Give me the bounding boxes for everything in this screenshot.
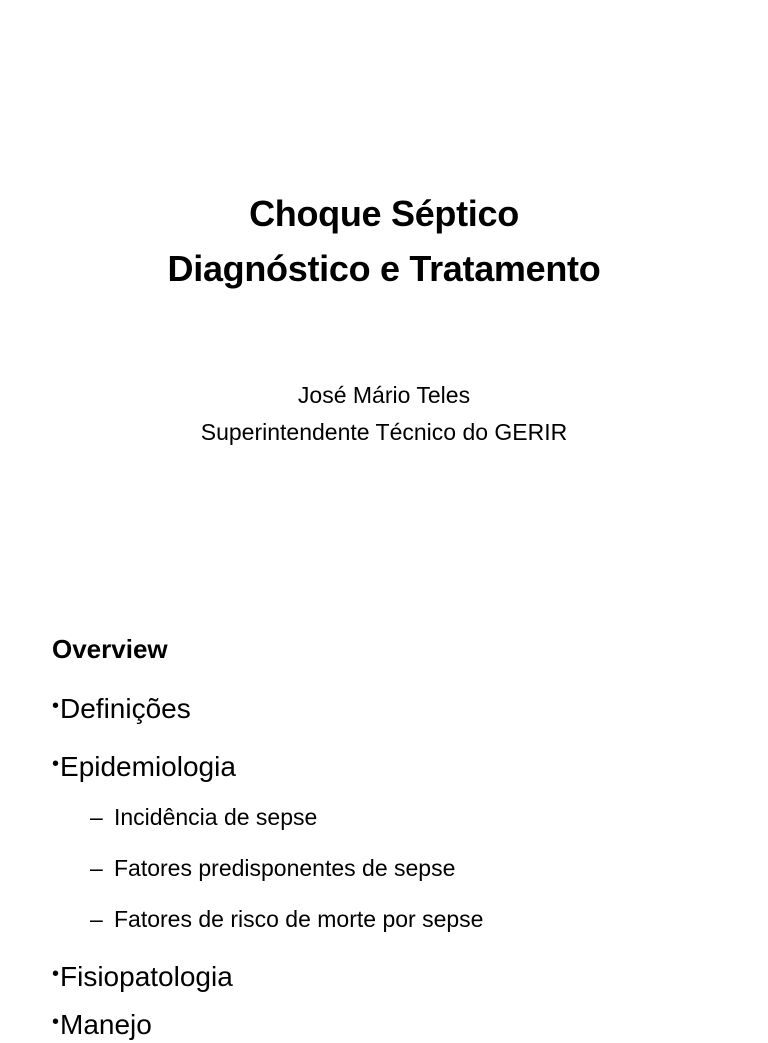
slide-subtitle: [0, 377, 768, 451]
list-item-definicoes: [52, 688, 191, 727]
overview-heading: Overview: [52, 634, 168, 664]
sub-item-label: Incidência de sepse: [114, 804, 318, 830]
sub-item-incidencia: [90, 802, 317, 832]
dash-marker: –: [90, 804, 103, 830]
slide-title: [0, 186, 768, 296]
list-item-label: Fisiopatologia: [60, 961, 233, 992]
bullet-marker: •: [52, 695, 60, 717]
list-item-label: Definições: [60, 693, 191, 724]
dash-marker: –: [90, 906, 103, 932]
title-line-1: Choque Séptico: [249, 193, 519, 234]
bullet-marker: •: [52, 963, 60, 985]
bullet-marker: •: [52, 1011, 60, 1033]
sub-item-fatores-risco: [90, 904, 483, 934]
list-item-fisiopatologia: [52, 956, 233, 995]
author-role: Superintendente Técnico do GERIR: [200, 419, 568, 445]
list-item-label: Manejo: [60, 1009, 152, 1040]
sub-item-label: Fatores de risco de morte por sepse: [114, 906, 484, 932]
sub-item-label: Fatores predisponentes de sepse: [114, 855, 456, 881]
dash-marker: –: [90, 855, 103, 881]
list-item-label: Epidemiologia: [60, 751, 236, 782]
bullet-marker: •: [52, 753, 60, 775]
list-item-epidemiologia: [52, 746, 236, 785]
author-name: José Mário Teles: [297, 382, 471, 408]
sub-item-fatores-predisponentes: [90, 853, 455, 883]
title-line-2: Diagnóstico e Tratamento: [167, 248, 601, 289]
